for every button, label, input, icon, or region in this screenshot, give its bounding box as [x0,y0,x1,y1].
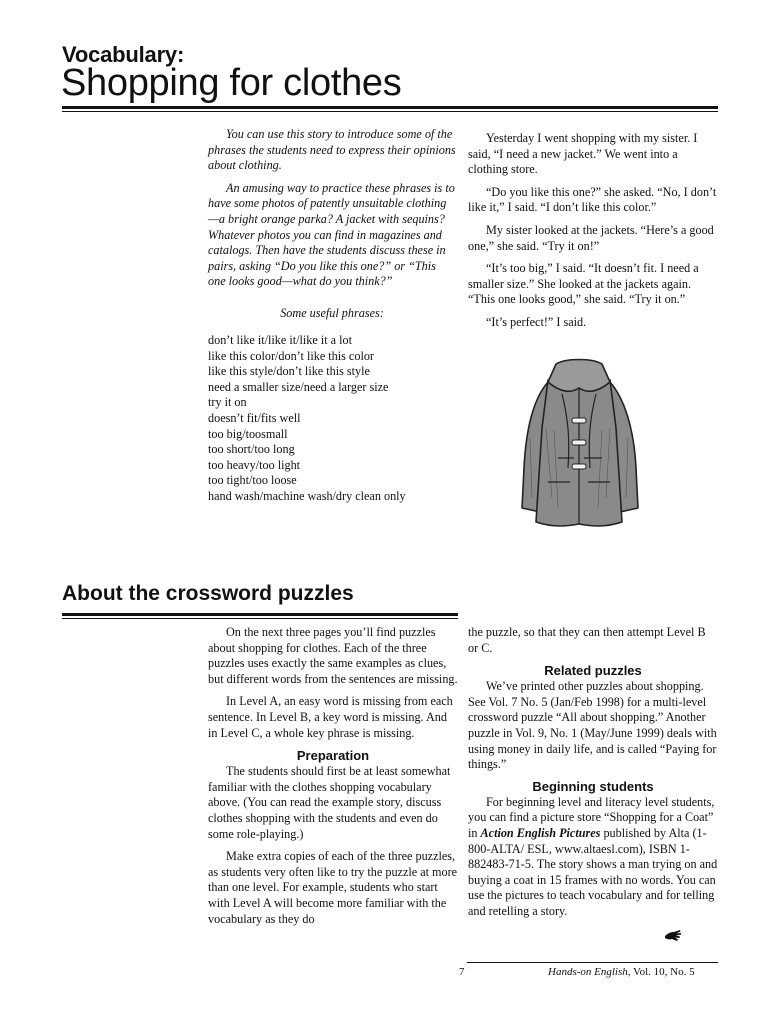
coat-illustration [518,358,640,534]
section-heading: About the crossword puzzles [62,582,354,605]
title-rule [62,106,718,109]
crossword-paragraph: On the next three pages you’ll find puzzles about shopping for clothes. Each of the three puzzles uses exactly the same examples as clues, but different words from the sentences are missing. [208,625,458,686]
phrase-item: too big/toosmall [208,426,288,441]
hand-pointer-icon [664,927,682,943]
publication-info [548,966,695,978]
crossword-paragraph: the puzzle, so that they can then attempt Level B or C. [468,625,706,655]
page-title: Shopping for clothes [61,62,402,104]
publication-title: Hands-on English [548,966,628,978]
footer-rule [467,962,718,963]
story-paragraph: Yesterday I went shopping with my sister. I said, “I need a new jacket.” We went into a clothing store. [468,131,698,177]
story-paragraph: “It’s too big,” I said. “It doesn’t fit. I need a smaller size.” She looked at the jackets again. “This one looks good,” she said. “Try it on.” [468,261,699,307]
crossword-paragraph: In Level A, an easy word is missing from each sentence. In Level B, a key word is missing. And in Level C, a whole key phrase is missing. [208,694,453,740]
phrase-item: doesn’t fit/fits well [208,410,301,425]
book-title: Action English Pictures [480,825,601,840]
story-paragraph: “It’s perfect!” I said. [486,314,587,329]
intro-paragraph: An amusing way to practice these phrases is to have some photos of patently unsuitable clothing—a bright orange parka? A jacket with sequins? Whatever photos you can find in magazines and catalogs. Then have the students discuss these in pairs, asking “Do you like this one?” or “This one looks good—what do you think?” [208,180,455,289]
crossword-paragraph [468,795,718,920]
preparation-heading: Preparation [296,748,370,764]
related-puzzles-heading: Related puzzles [544,663,642,679]
phrase-item: hand wash/machine wash/dry clean only [208,488,406,503]
beginning-text: published by Alta (1-800-ALTA/ ESL, www.altaesl.com), ISBN 1-882483-71-5. The story shows a man trying on and buying a coat in 15 frames with no words. You can use the pictures to teach vocabulary and for telling and retelling a story. [468,825,718,918]
crossword-column-left [208,625,458,934]
page-number: 7 [459,966,465,978]
intro-paragraph: You can use this story to introduce some of the phrases the students need to express their opinions about clothing. [208,127,456,173]
section-rule [62,613,458,616]
intro-notes [208,127,456,504]
section-rule-thin [62,618,458,619]
crossword-paragraph: We’ve printed other puzzles about shopping. See Vol. 7 No. 5 (Jan/Feb 1998) for a multi-level crossword puzzle “All about shopping.” Another puzzle in Vol. 9, No. 1 (May/June 1999) deals with using money in daily life, and is called “Paying for things.” [468,679,717,772]
phrase-list [208,333,456,505]
phrase-item: don’t like it/like it/like it a lot [208,332,352,347]
title-rule-thin [62,111,718,112]
phrase-item: try it on [208,395,247,410]
phrase-item: too short/too long [208,442,295,457]
crossword-paragraph: Make extra copies of each of the three puzzles, as students very often like to try the puzzle at more than one level. For example, students who start with Level A will become more familiar with the vocabulary as they do [208,849,458,926]
crossword-paragraph: The students should first be at least somewhat familiar with the clothes shopping vocabulary above. (You can read the example story, discuss clothes shopping with the students and even do some role-playing.) [208,764,451,841]
story-paragraph: “Do you like this one?” she asked. “No, I don’t like it,” I said. “I don’t like this color.” [468,184,717,215]
beginning-students-heading: Beginning students [532,778,654,794]
phrase-item: need a smaller size/need a larger size [208,379,389,394]
phrases-title: Some useful phrases: [280,305,384,320]
beginning-text: For beginning level and literacy level students, you can find a picture store “Shopping for a Coat” in [468,794,715,840]
section-kicker: Vocabulary: [62,42,185,67]
phrase-item: too tight/too loose [208,473,297,488]
crossword-column-right [468,625,718,927]
story-paragraph: My sister looked at the jackets. “Here’s a good one,” she said. “Try it on!” [468,222,714,253]
phrase-item: like this color/don’t like this color [208,348,374,363]
story [468,131,718,338]
phrase-item: too heavy/too light [208,457,301,472]
phrase-item: like this style/don’t like this style [208,364,370,379]
publication-volume: , Vol. 10, No. 5 [627,966,695,978]
